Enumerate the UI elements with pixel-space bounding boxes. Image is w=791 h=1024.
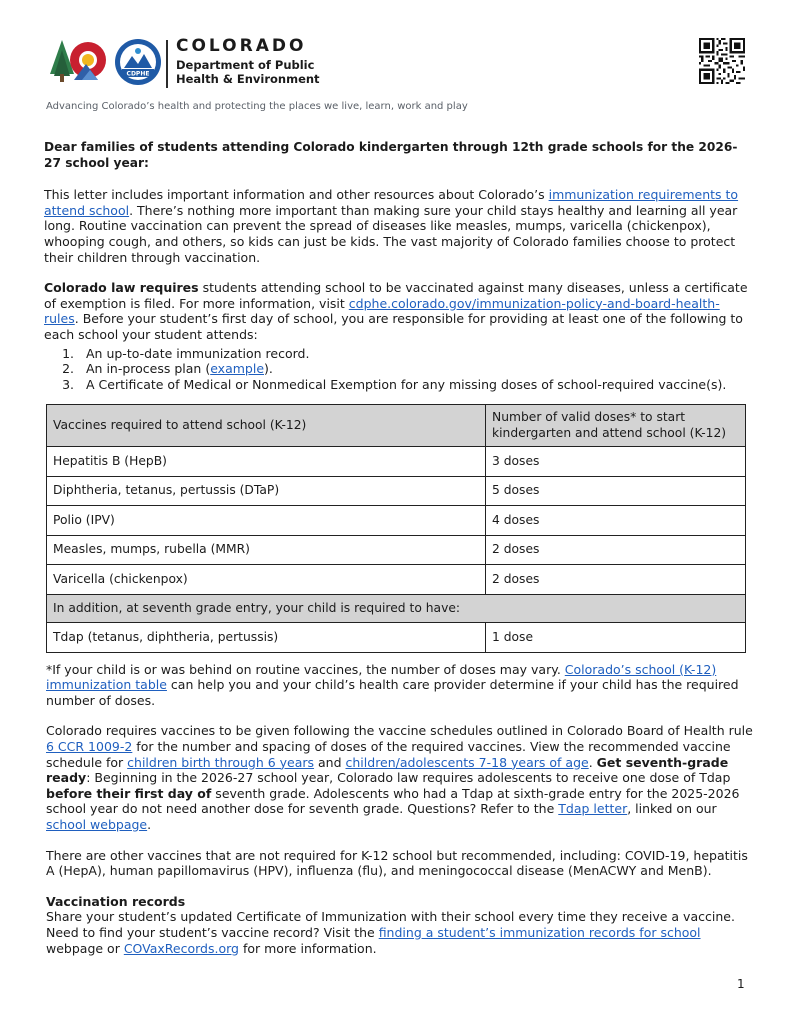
doses-cell: 2 doses: [486, 565, 746, 595]
other-vaccines-paragraph: There are other vaccines that are not required for K-12 school but recommended, including: COVID-19, hepatitis A (HepA), human papillomavirus (HPV), influenza (flu), and meningococcal disease (MenACWY and MenB).: [46, 847, 748, 879]
vaccine-cell: Varicella (chickenpox): [47, 565, 486, 595]
seventh-grade-ready-heading: Get seventh-grade ready: [46, 754, 729, 786]
immunization-table-link[interactable]: Colorado’s school (K-12) immunization table: [46, 661, 717, 693]
rule-link[interactable]: 6 CCR 1009-2: [46, 738, 133, 754]
law-text: students attending school to be vaccinated against many diseases, unless a certificate of exemption is filed. For more information, visit: [44, 280, 748, 311]
list-item: 1. An up-to-date immunization record.: [78, 346, 754, 362]
table-row: [47, 447, 746, 477]
letter-body: [44, 140, 754, 971]
footnote-text: *If your child is or was behind on routine vaccines, the number of doses may vary.: [46, 661, 565, 677]
intro-text-cont: . There’s nothing more important than making sure your child stays healthy and learning all year long. Routine vaccination can prevent the spread of diseases like measles, mumps, varicella (chickenpox), whooping cough, and others, so kids can just be kids. The vast majority of Colorado families choose to protect their children through vaccination.: [44, 202, 738, 265]
dept-line-2: Health & Environment: [176, 72, 320, 86]
vaccine-cell: Measles, mumps, rubella (MMR): [47, 535, 486, 565]
department-name: [176, 58, 320, 86]
greeting: Dear families of students attending Colorado kindergarten through 12th grade schools for the 2026-27 school year:: [44, 140, 738, 170]
school-webpage-link[interactable]: school webpage: [46, 816, 148, 832]
schedule-paragraph: [46, 723, 754, 832]
birth-schedule-link[interactable]: children birth through 6 years: [127, 754, 315, 770]
table-subheader-row: [47, 595, 746, 623]
seventh-grade-subheader: In addition, at seventh grade entry, your child is required to have:: [47, 595, 746, 623]
vaccine-cell: Diphtheria, tetanus, pertussis (DTaP): [47, 476, 486, 506]
tagline: Advancing Colorado’s health and protecting the places we live, learn, work and play: [46, 101, 468, 112]
schedule-text: , linked on our: [627, 801, 717, 817]
table-row: [47, 623, 746, 653]
table-header-row: [47, 405, 746, 447]
intro-text: This letter includes important information and other resources about Colorado’s: [44, 187, 549, 203]
footnote-text-cont: can help you and your child’s health care provider determine if your child has the required number of doses.: [46, 677, 739, 708]
dept-line-1: Department of Public: [176, 58, 315, 72]
colorado-logo-icon: [48, 36, 108, 86]
before-first-day-text: before their first day of: [46, 785, 212, 801]
vaccine-cell: Tdap (tetanus, diphtheria, pertussis): [47, 623, 486, 653]
list-item: 3. A Certificate of Medical or Nonmedical Exemption for any missing doses of school-required vaccine(s).: [78, 377, 754, 393]
qr-code-icon[interactable]: [699, 38, 745, 84]
table-row: [47, 506, 746, 536]
list-item: [78, 361, 754, 377]
records-paragraph: [46, 909, 754, 956]
doses-cell: 2 doses: [486, 535, 746, 565]
doses-cell: 5 doses: [486, 476, 746, 506]
footnote-paragraph: [46, 662, 754, 709]
law-heading: Colorado law requires: [44, 280, 199, 296]
records-text: for more information.: [238, 940, 377, 956]
immunization-requirements-link[interactable]: immunization requirements to attend school: [44, 187, 739, 218]
requirements-list: [78, 346, 754, 393]
letterhead: [48, 36, 748, 96]
doses-cell: 1 dose: [486, 623, 746, 653]
table-header-doses: Number of valid doses* to start kindergarten and attend school (K-12): [486, 405, 746, 447]
tdap-letter-link[interactable]: Tdap letter: [558, 801, 628, 817]
schedule-text: Colorado requires vaccines to be given following the vaccine schedules outlined in Colorado Board of Health rule: [46, 723, 753, 739]
vaccine-table: [46, 404, 746, 653]
cdphe-seal-icon: [114, 38, 162, 86]
page-number: 1: [737, 977, 745, 991]
logo-divider: [166, 40, 168, 88]
schedule-text: for the number and spacing of doses of the required vaccines. View the recommended vaccine schedule for: [46, 738, 731, 770]
doses-cell: 4 doses: [486, 506, 746, 536]
table-row: [47, 476, 746, 506]
table-header-vaccine: Vaccines required to attend school (K-12): [47, 405, 486, 447]
schedule-text: .: [147, 816, 152, 832]
example-link[interactable]: example: [210, 361, 265, 377]
law-text-cont: . Before your student’s first day of school, you are responsible for providing at least one of the following to each school your student attends:: [44, 311, 743, 342]
policy-link[interactable]: cdphe.colorado.gov/immunization-policy-and-board-health-rules: [44, 295, 720, 327]
list-item-text: An in-process plan (: [86, 361, 211, 377]
table-row: [47, 565, 746, 595]
records-text: Share your student’s updated Certificate of Immunization with their school every time they receive a vaccine. Need to find your student’s vaccine record? Visit the: [46, 909, 735, 940]
schedule-text: : Beginning in the 2026-27 school year, Colorado law requires adolescents to receive one dose of Tdap: [86, 770, 731, 786]
doses-cell: 3 doses: [486, 447, 746, 477]
schedule-text: .: [588, 754, 597, 770]
law-paragraph: [44, 280, 754, 342]
covaxrecords-link[interactable]: COVaxRecords.org: [123, 940, 239, 956]
vaccine-cell: Hepatitis B (HepB): [47, 447, 486, 477]
records-text: webpage or: [46, 940, 124, 956]
schedule-text: seventh grade. Adolescents who had a Tdap at sixth-grade entry for the 2025-2026 school year do not need another dose for seventh grade. Questions? Refer to the: [46, 785, 740, 817]
seal-text: CDPHE: [126, 70, 150, 78]
intro-paragraph: [44, 187, 754, 265]
vaccination-records-heading: Vaccination records: [46, 893, 186, 909]
finding-records-link[interactable]: finding a student’s immunization records for school: [378, 924, 701, 940]
list-item-text-end: ).: [264, 361, 273, 377]
table-row: [47, 535, 746, 565]
vaccine-cell: Polio (IPV): [47, 506, 486, 536]
org-name: COLORADO: [176, 36, 307, 56]
adolescent-schedule-link[interactable]: children/adolescents 7-18 years of age: [345, 754, 589, 770]
schedule-text: and: [314, 754, 346, 770]
